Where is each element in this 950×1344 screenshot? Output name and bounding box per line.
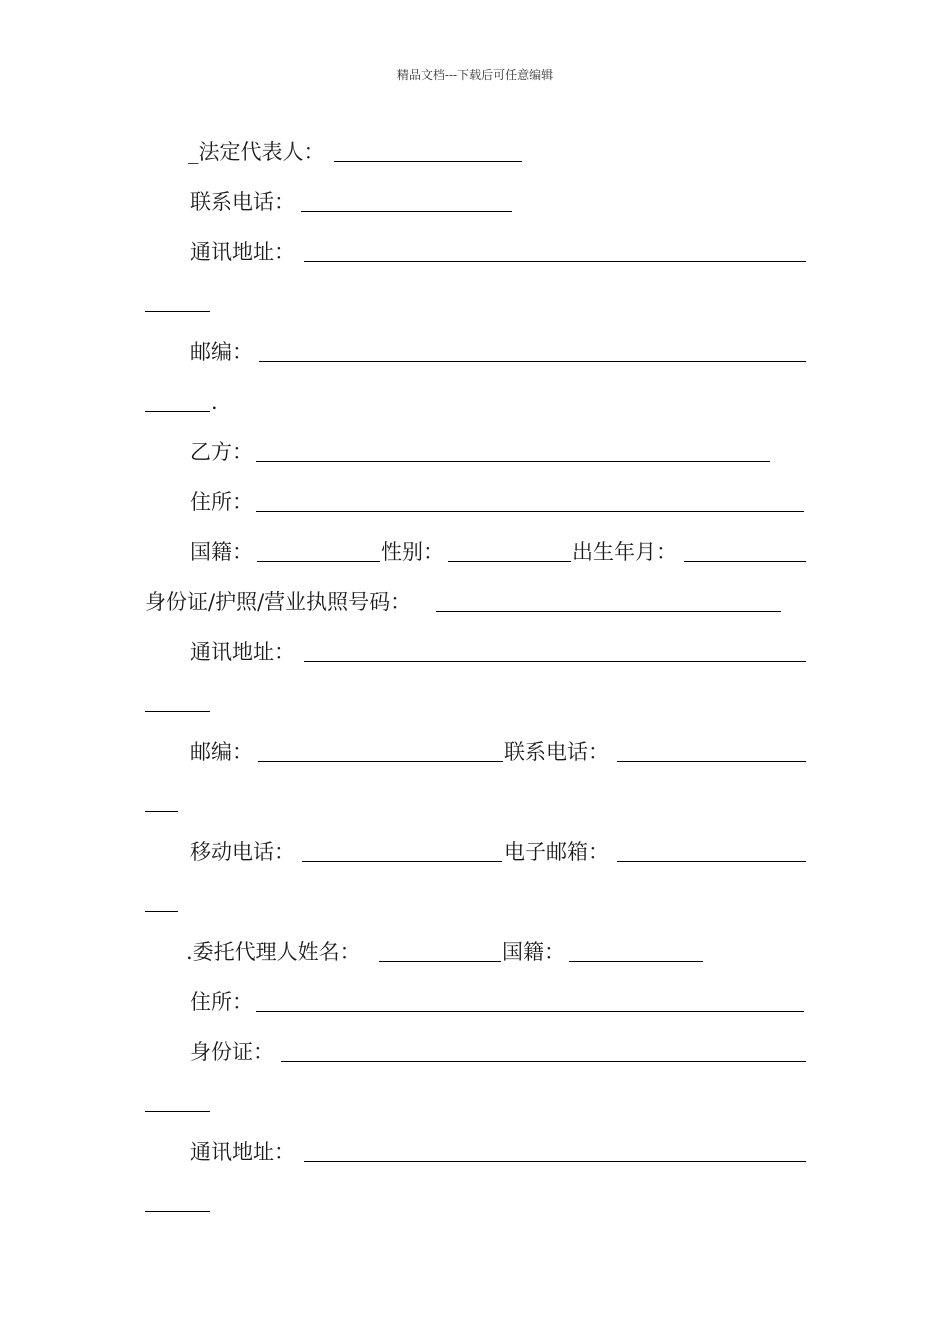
agent-name-field[interactable] — [379, 937, 501, 962]
a-address-label: 通讯地址： — [190, 240, 295, 264]
a-address-field[interactable] — [304, 237, 806, 262]
b-address-field-cont[interactable] — [145, 687, 210, 712]
b-nationality-label: 国籍： — [190, 540, 253, 564]
agent-residence-row — [190, 987, 810, 1017]
party-b-field[interactable] — [256, 437, 770, 462]
b-residence-label: 住所： — [190, 490, 253, 514]
agent-name-label: .委托代理人姓名： — [186, 940, 361, 964]
agent-address-label: 通讯地址： — [190, 1140, 295, 1164]
agent-nationality-field[interactable] — [569, 937, 703, 962]
legal-rep-label: _法定代表人： — [188, 140, 325, 164]
b-phone-field-cont[interactable] — [145, 787, 178, 812]
agent-residence-field[interactable] — [256, 987, 804, 1012]
a-address-row — [190, 237, 810, 267]
agent-address-row — [190, 1137, 810, 1167]
agent-address-field-cont[interactable] — [145, 1187, 210, 1212]
b-address-row — [190, 637, 810, 667]
b-postcode-label: 邮编： — [190, 740, 253, 764]
agent-address-field[interactable] — [304, 1137, 806, 1162]
b-postcode-field[interactable] — [258, 737, 503, 762]
party-b-row — [190, 437, 780, 467]
b-mobile-row — [190, 837, 810, 867]
a-phone-label: 联系电话： — [190, 190, 295, 214]
b-id-label: 身份证/护照/营业执照号码： — [145, 590, 412, 614]
b-mobile-field[interactable] — [302, 837, 502, 862]
page-header: 精品文档---下载后可任意编辑 — [396, 68, 554, 82]
b-nationality-field[interactable] — [257, 537, 380, 562]
a-postcode-field[interactable] — [259, 337, 806, 362]
a-postcode-label: 邮编： — [190, 340, 253, 364]
b-phone-field[interactable] — [617, 737, 806, 762]
agent-id-field-cont[interactable] — [145, 1087, 210, 1112]
a-postcode-field-cont[interactable] — [145, 387, 210, 412]
agent-address-continuation — [145, 1187, 215, 1217]
b-email-field[interactable] — [617, 837, 806, 862]
b-gender-label: 性别： — [381, 540, 444, 564]
agent-id-continuation — [145, 1087, 215, 1117]
b-residence-row — [190, 487, 810, 517]
agent-residence-label: 住所： — [190, 990, 253, 1014]
agent-row — [186, 937, 716, 967]
a-address-continuation — [145, 287, 215, 317]
a-address-field-cont[interactable] — [145, 287, 210, 312]
party-b-label: 乙方： — [190, 440, 253, 464]
b-email-field-cont[interactable] — [145, 887, 178, 912]
a-phone-row — [190, 187, 520, 217]
legal-rep-field[interactable] — [334, 137, 522, 162]
b-residence-field[interactable] — [256, 487, 804, 512]
b-phone-continuation — [145, 787, 185, 817]
agent-id-label: 身份证： — [190, 1040, 274, 1064]
b-birth-label: 出生年月： — [572, 540, 677, 564]
b-phone-label: 联系电话： — [504, 740, 609, 764]
a-phone-field[interactable] — [301, 187, 512, 212]
a-postcode-row — [190, 337, 810, 367]
b-personal-row — [190, 537, 810, 567]
agent-id-row — [190, 1037, 810, 1067]
agent-nationality-label: 国籍： — [502, 940, 565, 964]
b-birth-field[interactable] — [684, 537, 806, 562]
b-email-continuation — [145, 887, 185, 917]
b-gender-field[interactable] — [448, 537, 571, 562]
a-postcode-continuation — [145, 387, 225, 417]
agent-id-field[interactable] — [281, 1037, 806, 1062]
b-address-continuation — [145, 687, 215, 717]
b-email-label: 电子邮箱： — [504, 840, 609, 864]
b-id-field[interactable] — [436, 587, 781, 612]
b-address-label: 通讯地址： — [190, 640, 295, 664]
b-contact-row — [190, 737, 810, 767]
b-mobile-label: 移动电话： — [190, 840, 295, 864]
b-id-row — [145, 587, 785, 617]
b-address-field[interactable] — [304, 637, 806, 662]
legal-rep-row — [188, 137, 528, 167]
period-mark: . — [211, 390, 218, 414]
